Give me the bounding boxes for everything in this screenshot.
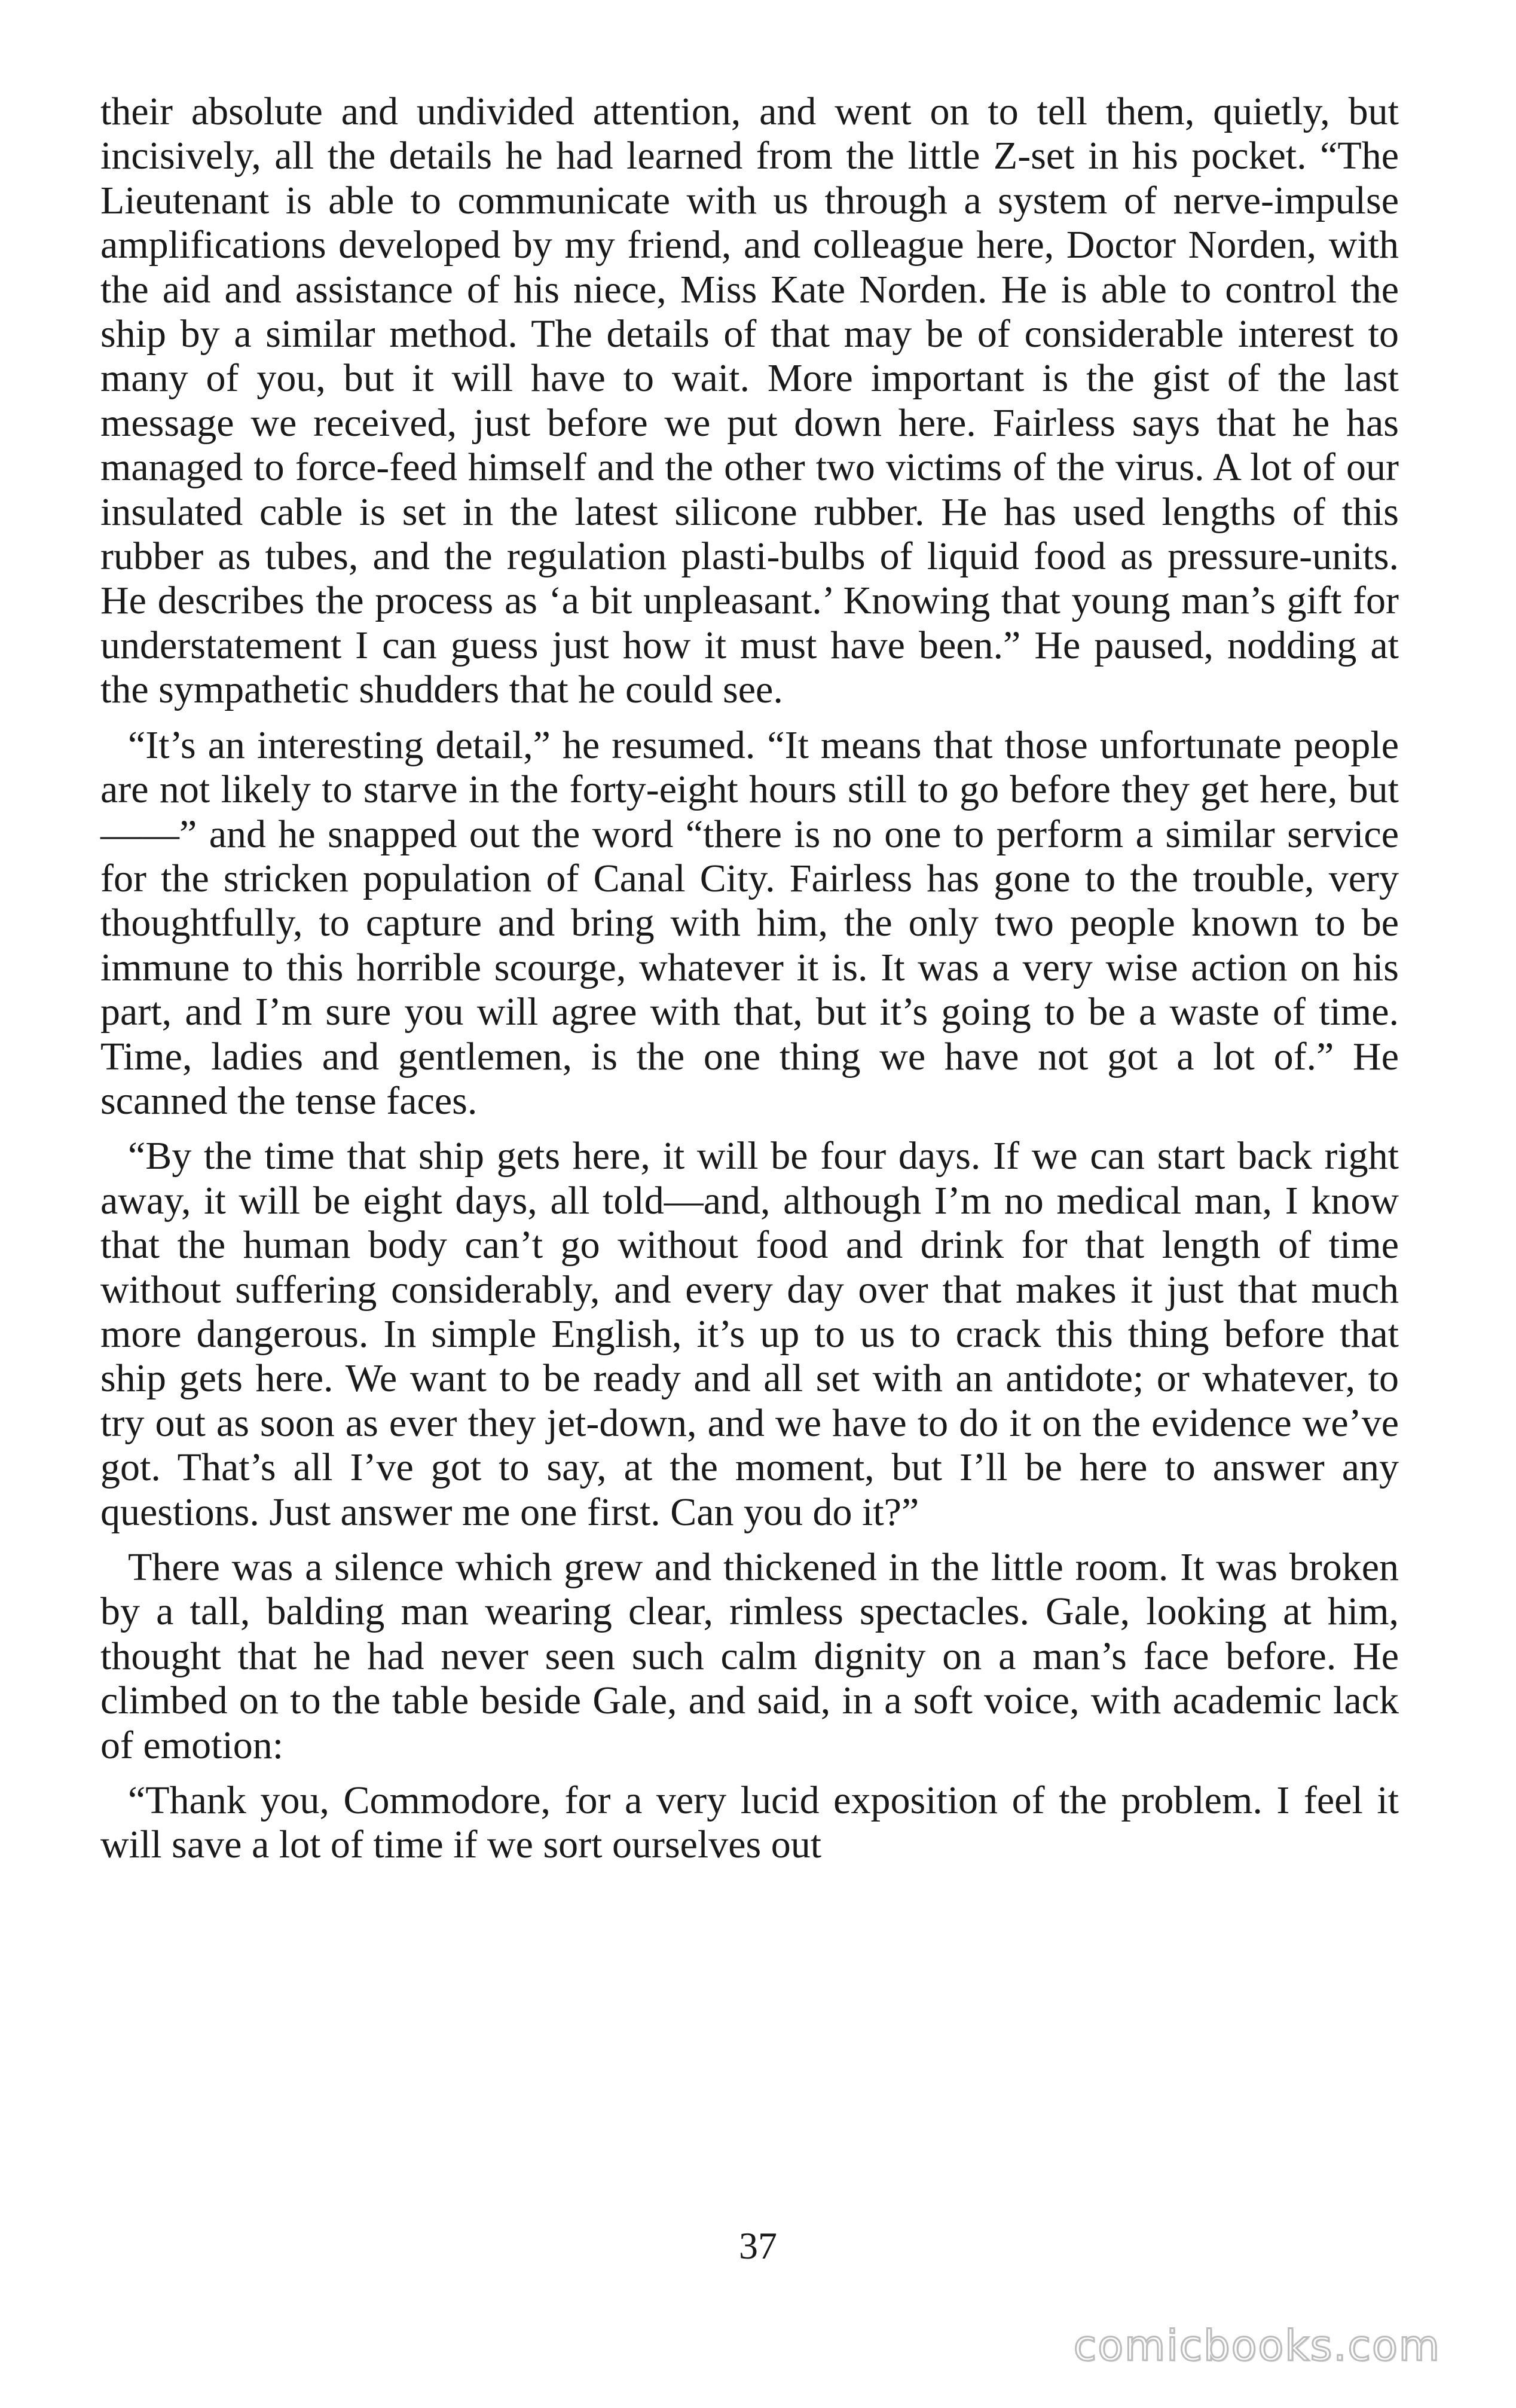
- paragraph-3: “By the time that ship gets here, it will be four days. If we can start back right away, it will be eight days, all told—and, although I’m no medical man, I know that the human body can’t go without food and drink for that length of time without suffering considerably, and every day over that makes it just that much more dangerous. In simple English, it’s up to us to crack this thing before that ship gets here. We want to be ready and all set with an antidote; or whatever, to try out as soon as ever they jet-down, and we have to do it on the evidence we’ve got. That’s all I’ve got to say, at the moment, but I’ll be here to answer any questions. Just answer me one first. Can you do it?”: [100, 1134, 1399, 1534]
- page-number: 37: [739, 2224, 777, 2267]
- paragraph-5: “Thank you, Commodore, for a very lucid exposition of the problem. I feel it will save a lot of time if we sort ourselves out: [100, 1779, 1399, 1867]
- page-body: [100, 90, 1399, 1868]
- paragraph-4: There was a silence which grew and thickened in the little room. It was broken by a tall, balding man wearing clear, rimless spectacles. Gale, looking at him, thought that he had never seen such calm dignity on a man’s face before. He climbed on to the table beside Gale, and said, in a soft voice, with academic lack of emotion:: [100, 1545, 1399, 1767]
- paragraph-1: their absolute and undivided attention, and went on to tell them, quietly, but incisively, all the details he had learned from the little Z-set in his pocket. “The Lieutenant is able to communicate with us through a system of nerve-impulse amplifications developed by my friend, and colleague here, Doctor Norden, with the aid and assistance of his niece, Miss Kate Norden. He is able to control the ship by a similar method. The details of that may be of considerable interest to many of you, but it will have to wait. More important is the gist of the last message we received, just before we put down here. Fairless says that he has managed to force-feed himself and the other two victims of the virus. A lot of our insulated cable is set in the latest silicone rubber. He has used lengths of this rubber as tubes, and the regulation plasti-bulbs of liquid food as pressure-units. He describes the process as ‘a bit unpleasant.’ Knowing that young man’s gift for understatement I can guess just how it must have been.” He paused, nodding at the sympathetic shudders that he could see.: [100, 90, 1399, 712]
- paragraph-2: “It’s an interesting detail,” he resumed. “It means that those unfortunate people are not likely to starve in the forty-eight hours still to go before they get here, but——” and he snapped out the word “there is no one to perform a similar service for the stricken population of Canal City. Fairless has gone to the trouble, very thoughtfully, to capture and bring with him, the only two people known to be immune to this horrible scourge, whatever it is. It was a very wise action on his part, and I’m sure you will agree with that, but it’s going to be a waste of time. Time, ladies and gentlemen, is the one thing we have not got a lot of.” He scanned the tense faces.: [100, 723, 1399, 1123]
- watermark: comicbooks.com: [1073, 2321, 1441, 2370]
